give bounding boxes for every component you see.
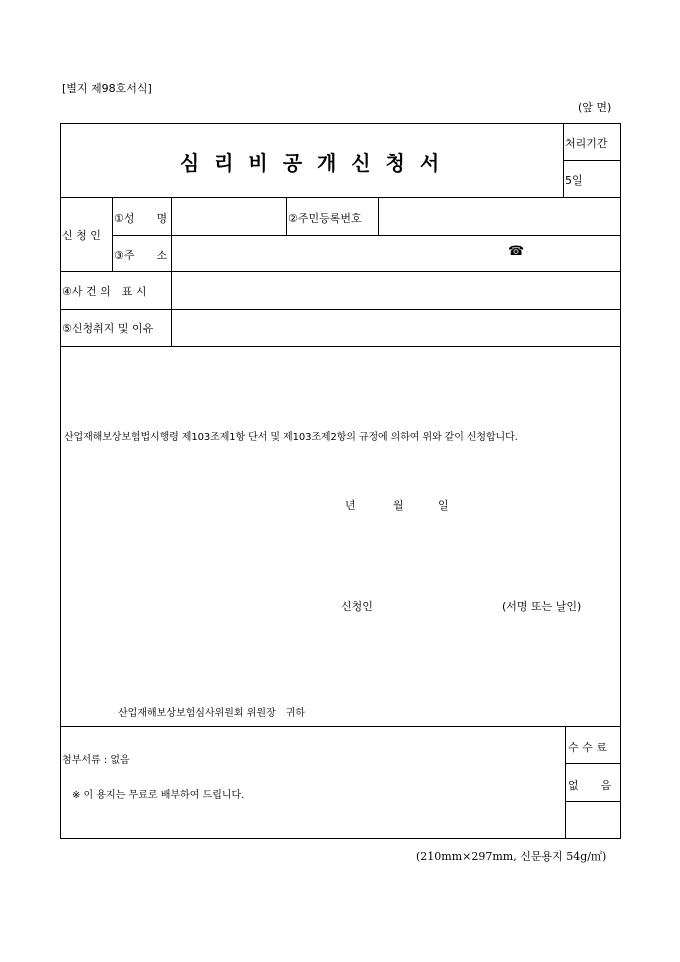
- page-side-label: (앞 면): [578, 101, 612, 114]
- statement-text: 산업재해보상보험법시행령 제103조제1항 단서 및 제103조제2항의 규정에 의하여 위와 같이 신청합니다.: [64, 432, 518, 443]
- col-line-label: [171, 197, 172, 346]
- signature-hint: (서명 또는 날인): [502, 600, 582, 613]
- row-line-purpose-bottom: [60, 346, 621, 347]
- row-line-body-bottom: [60, 726, 621, 727]
- row-line-title-bottom: [60, 197, 621, 198]
- applicant-sign-label: 신청인: [341, 600, 373, 613]
- name-label: ①성 명: [114, 212, 168, 225]
- case-label: ④사 건 의 표 시: [62, 285, 147, 298]
- form-title: 심 리 비 공 개 신 청 서: [179, 151, 444, 175]
- fee-value: 없 음: [568, 779, 612, 792]
- frame-top: [60, 123, 621, 124]
- date-day-label: 일: [438, 499, 449, 512]
- col-line-rrn-label-right: [378, 197, 379, 235]
- name-field[interactable]: [175, 208, 283, 228]
- col-line-rrn-label-left: [286, 197, 287, 235]
- purpose-label: ⑤신청취지 및 이유: [62, 322, 154, 335]
- attachments-text: 첨부서류 : 없음: [62, 755, 130, 766]
- col-line-processing: [563, 123, 564, 197]
- row-line-name-bottom: [112, 235, 621, 236]
- col-line-applicant-group: [112, 197, 113, 271]
- row-line-case-bottom: [60, 309, 621, 310]
- purpose-field[interactable]: [175, 317, 615, 339]
- date-year-label: 년: [345, 499, 356, 512]
- recipient-text: 산업재해보상보험심사위원회 위원장 귀하: [118, 708, 306, 719]
- date-month-label: 월: [393, 499, 404, 512]
- frame-bottom: [60, 838, 621, 839]
- frame-right: [620, 123, 621, 839]
- form-number: [별지 제98호서식]: [62, 82, 152, 95]
- address-label: ③주 소: [114, 249, 168, 262]
- notice-text: ※ 이 용지는 무료로 배부하여 드립니다.: [72, 790, 245, 801]
- row-line-fee-value-bottom: [565, 801, 621, 802]
- address-field[interactable]: [175, 244, 495, 264]
- rrn-label: ②주민등록번호: [288, 212, 362, 225]
- applicant-group-label: 신 청 인: [62, 229, 101, 242]
- row-line-fee-label-bottom: [565, 763, 621, 764]
- processing-period-label: 처리기간: [565, 137, 608, 150]
- phone-icon: ☎: [508, 244, 525, 259]
- fee-label: 수 수 료: [568, 741, 607, 754]
- processing-period-value: 5일: [565, 174, 583, 187]
- rrn-field[interactable]: [382, 208, 616, 228]
- case-field[interactable]: [175, 280, 615, 302]
- col-line-fee: [565, 726, 566, 838]
- paper-spec: (210mm×297mm, 신문용지 54g/㎡): [416, 850, 607, 863]
- frame-left: [60, 123, 61, 839]
- row-line-applicant-bottom: [60, 271, 621, 272]
- row-line-processing-mid: [563, 160, 621, 161]
